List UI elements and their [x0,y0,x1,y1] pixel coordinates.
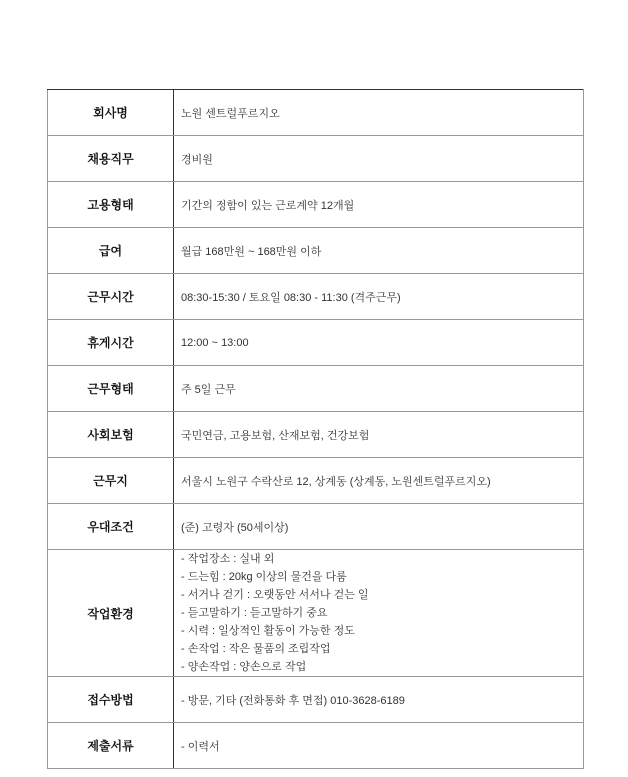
row-label: 회사명 [48,90,174,136]
row-value: - 방문, 기타 (전화통화 후 면접) 010-3628-6189 [174,677,584,723]
row-label: 작업환경 [48,550,174,677]
table-row [48,182,584,228]
environment-list [174,550,584,677]
environment-item: - 손작업 : 작은 물품의 조립작업 [181,643,331,655]
table-row [48,723,584,769]
row-label: 우대조건 [48,504,174,550]
row-label: 고용형태 [48,182,174,228]
table-row [48,320,584,366]
row-label: 사회보험 [48,412,174,458]
table-row [48,366,584,412]
row-label: 휴게시간 [48,320,174,366]
environment-item: - 드는힘 : 20kg 이상의 물건을 다룸 [181,571,347,583]
environment-item: - 듣고말하기 : 듣고말하기 중요 [181,607,328,619]
row-label: 제출서류 [48,723,174,769]
table-row [48,274,584,320]
row-label: 근무시간 [48,274,174,320]
table-row [48,136,584,182]
table-row [48,412,584,458]
row-value: 12:00 ~ 13:00 [174,320,584,366]
table-row [48,458,584,504]
table-row [48,90,584,136]
row-value: 기간의 정함이 있는 근로계약 12개월 [174,182,584,228]
environment-item: - 작업장소 : 실내 외 [181,553,275,565]
table-row [48,504,584,550]
environment-item: - 서거나 걷기 : 오랫동안 서서나 걷는 일 [181,589,369,601]
job-info-table [47,89,584,769]
row-value: 월급 168만원 ~ 168만원 이하 [174,228,584,274]
row-label: 급여 [48,228,174,274]
row-label: 근무형태 [48,366,174,412]
row-label: 접수방법 [48,677,174,723]
row-value: 08:30-15:30 / 토요일 08:30 - 11:30 (격주근무) [174,274,584,320]
row-value: 주 5일 근무 [174,366,584,412]
row-value: 경비원 [174,136,584,182]
table-row [48,228,584,274]
row-value: 국민연금, 고용보험, 산재보험, 건강보험 [174,412,584,458]
row-label: 채용직무 [48,136,174,182]
row-value: - 이력서 [174,723,584,769]
row-value: 서울시 노원구 수락산로 12, 상계동 (상계동, 노원센트럴푸르지오) [174,458,584,504]
row-value: 노원 센트럴푸르지오 [174,90,584,136]
table-row-environment [48,550,584,677]
environment-item: - 양손작업 : 양손으로 작업 [181,661,307,673]
environment-item: - 시력 : 일상적인 활동이 가능한 정도 [181,625,355,637]
row-label: 근무지 [48,458,174,504]
row-value: (준) 고령자 (50세이상) [174,504,584,550]
table-row [48,677,584,723]
